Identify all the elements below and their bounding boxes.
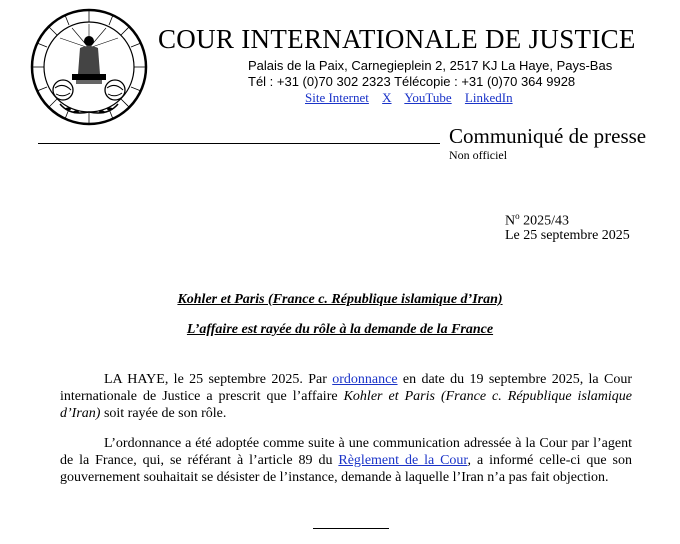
link-ordonnance[interactable]: ordonnance: [332, 372, 398, 387]
release-number: $N^o$ 2025/43: [505, 211, 570, 229]
link-site-internet[interactable]: Site Internet: [305, 90, 369, 105]
end-rule: [313, 528, 389, 529]
court-name: COUR INTERNATIONALE DE JUSTICE: [158, 24, 636, 54]
link-youtube[interactable]: YouTube: [404, 90, 452, 105]
social-links: [305, 90, 523, 106]
case-title: Kohler et Paris (France c. République islamique d’Iran): [177, 292, 503, 307]
court-contact: Tél : +31 (0)70 302 2323 Télécopie : +31 (0)70 364 9928: [248, 74, 576, 89]
release-date: Le 25 septembre 2025: [505, 228, 630, 243]
link-x[interactable]: X: [382, 90, 392, 105]
court-seal-icon: [30, 8, 148, 126]
release-subtitle: Non officiel: [449, 148, 508, 162]
release-title: Communiqué de presse: [449, 124, 647, 148]
headline: L’affaire est rayée du rôle à la demande de la France: [186, 322, 494, 337]
header-rule: [38, 143, 440, 144]
link-linkedin[interactable]: LinkedIn: [464, 90, 513, 105]
paragraph-1: LA HAYE, le 25 septembre 2025. Par ordonnance en date du 19 septembre 2025, la Cour internationale de Justice a prescrit que l’affaire Kohler et Paris (France c. République islamique d’Iran) soit rayée de son rôle.: [60, 372, 632, 421]
link-reglement[interactable]: Règlement de la Cour: [338, 453, 468, 468]
court-address: Palais de la Paix, Carnegieplein 2, 2517 KJ La Haye, Pays-Bas: [248, 58, 613, 73]
paragraph-2: L’ordonnance a été adoptée comme suite à une communication adressée à la Cour par l’agent de la France, qui, se référant à l’article 89 du Règlement de la Cour, a informé celle-ci que son gouvernement souhaitait se désister de l’instance, demande à laquelle l’Iran n’a pas fait objection.: [60, 436, 632, 485]
